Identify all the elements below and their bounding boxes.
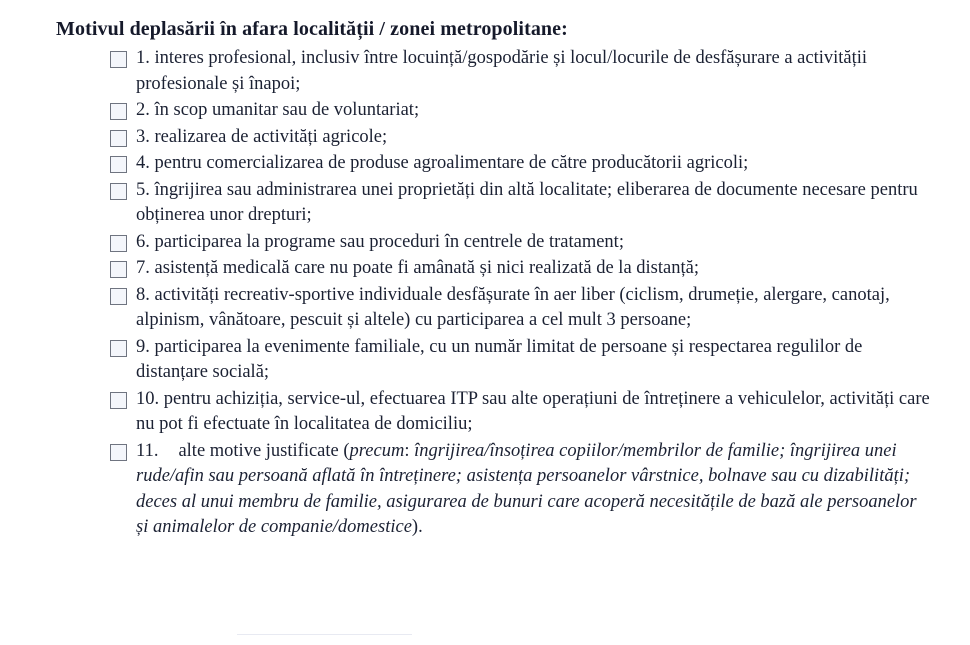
reason-label-10: 10. pentru achiziția, service-ul, efectuarea ITP sau alte operațiuni de întreținere a vehiculelor, activități care nu pot fi efectuate în localitatea de domiciliu; <box>136 388 930 434</box>
checkbox-reason-6[interactable] <box>110 235 127 252</box>
page-title: Motivul deplasării în afara localității / zonei metropolitane: <box>56 18 568 40</box>
checkbox-reason-1[interactable] <box>110 51 127 68</box>
reason-label-7: 7. asistență medicală care nu poate fi amânată și nici realizată de la distanță; <box>136 258 699 278</box>
reason-label-5: 5. îngrijirea sau administrarea unei proprietăți din altă localitate; eliberarea de documente necesare pentru obținerea unor drepturi; <box>136 179 918 225</box>
checkbox-reason-10[interactable] <box>110 392 127 409</box>
checkbox-reason-3[interactable] <box>110 130 127 147</box>
checkbox-reason-7[interactable] <box>110 261 127 278</box>
reason-label-2: 2. în scop umanitar sau de voluntariat; <box>136 100 420 120</box>
reason-11-lead: alte motive justificate ( <box>178 440 350 461</box>
checkbox-reason-2[interactable] <box>110 103 127 120</box>
reason-11-colon: : <box>404 440 410 461</box>
reason-label-6: 6. participarea la programe sau proceduri în centrele de tratament; <box>136 231 624 252</box>
checkbox-reason-8[interactable] <box>110 288 127 305</box>
reason-11-body: îngrijirea/însoțirea copiilor/membrilor de familie; îngrijirea unei rude/afin sau persoană aflată în întreținere; asistența persoanelor vârstnice, bolnave sau cu dizabilități; deces al unui membru de familie, <box>136 440 911 512</box>
reason-label-9: 9. participarea la evenimente familiale, cu un număr limitat de persoane și respectarea regulilor de distanțare socială; <box>136 336 863 382</box>
page-bottom-divider <box>237 634 412 635</box>
list-item[interactable] <box>110 387 930 438</box>
list-item[interactable] <box>110 230 930 256</box>
reason-11-precum: precum <box>349 440 405 461</box>
checkbox-reason-9[interactable] <box>110 340 127 357</box>
reason-11-underlined-clause: asigurarea de bunuri care acoperă necesitățile de bază ale persoanelor și animalelor de companie/domestice <box>136 491 917 537</box>
list-item[interactable] <box>110 439 930 541</box>
checkbox-reason-11[interactable] <box>110 444 127 461</box>
list-item[interactable] <box>110 151 930 177</box>
list-item[interactable] <box>110 125 930 151</box>
checkbox-reason-4[interactable] <box>110 156 127 173</box>
list-item[interactable] <box>110 46 930 97</box>
reason-11-number: 11. <box>136 440 159 461</box>
list-item[interactable] <box>110 335 930 386</box>
reason-label-3: 3. realizarea de activități agricole; <box>136 126 388 147</box>
list-item[interactable] <box>110 256 930 282</box>
list-item[interactable] <box>110 178 930 229</box>
reason-label-4: 4. pentru comercializarea de produse agroalimentare de către producătorii agricoli; <box>136 153 749 173</box>
reasons-checklist <box>110 46 930 542</box>
reason-11-closing: ). <box>411 517 423 537</box>
list-item[interactable] <box>110 98 930 124</box>
reason-label-1: 1. interes profesional, inclusiv între locuință/gospodărie și locul/locurile de desfășurare a activității profesionale și înapoi; <box>136 48 868 94</box>
reason-label-8: 8. activități recreativ-sportive individuale desfășurate în aer liber (ciclism, drumeție, alergare, canotaj, alpinism, vânătoare, pescuit și altele) cu participarea a cel mult 3 persoane; <box>136 284 890 330</box>
checkbox-reason-5[interactable] <box>110 183 127 200</box>
reason-label-11 <box>136 439 930 541</box>
list-item[interactable] <box>110 283 930 334</box>
